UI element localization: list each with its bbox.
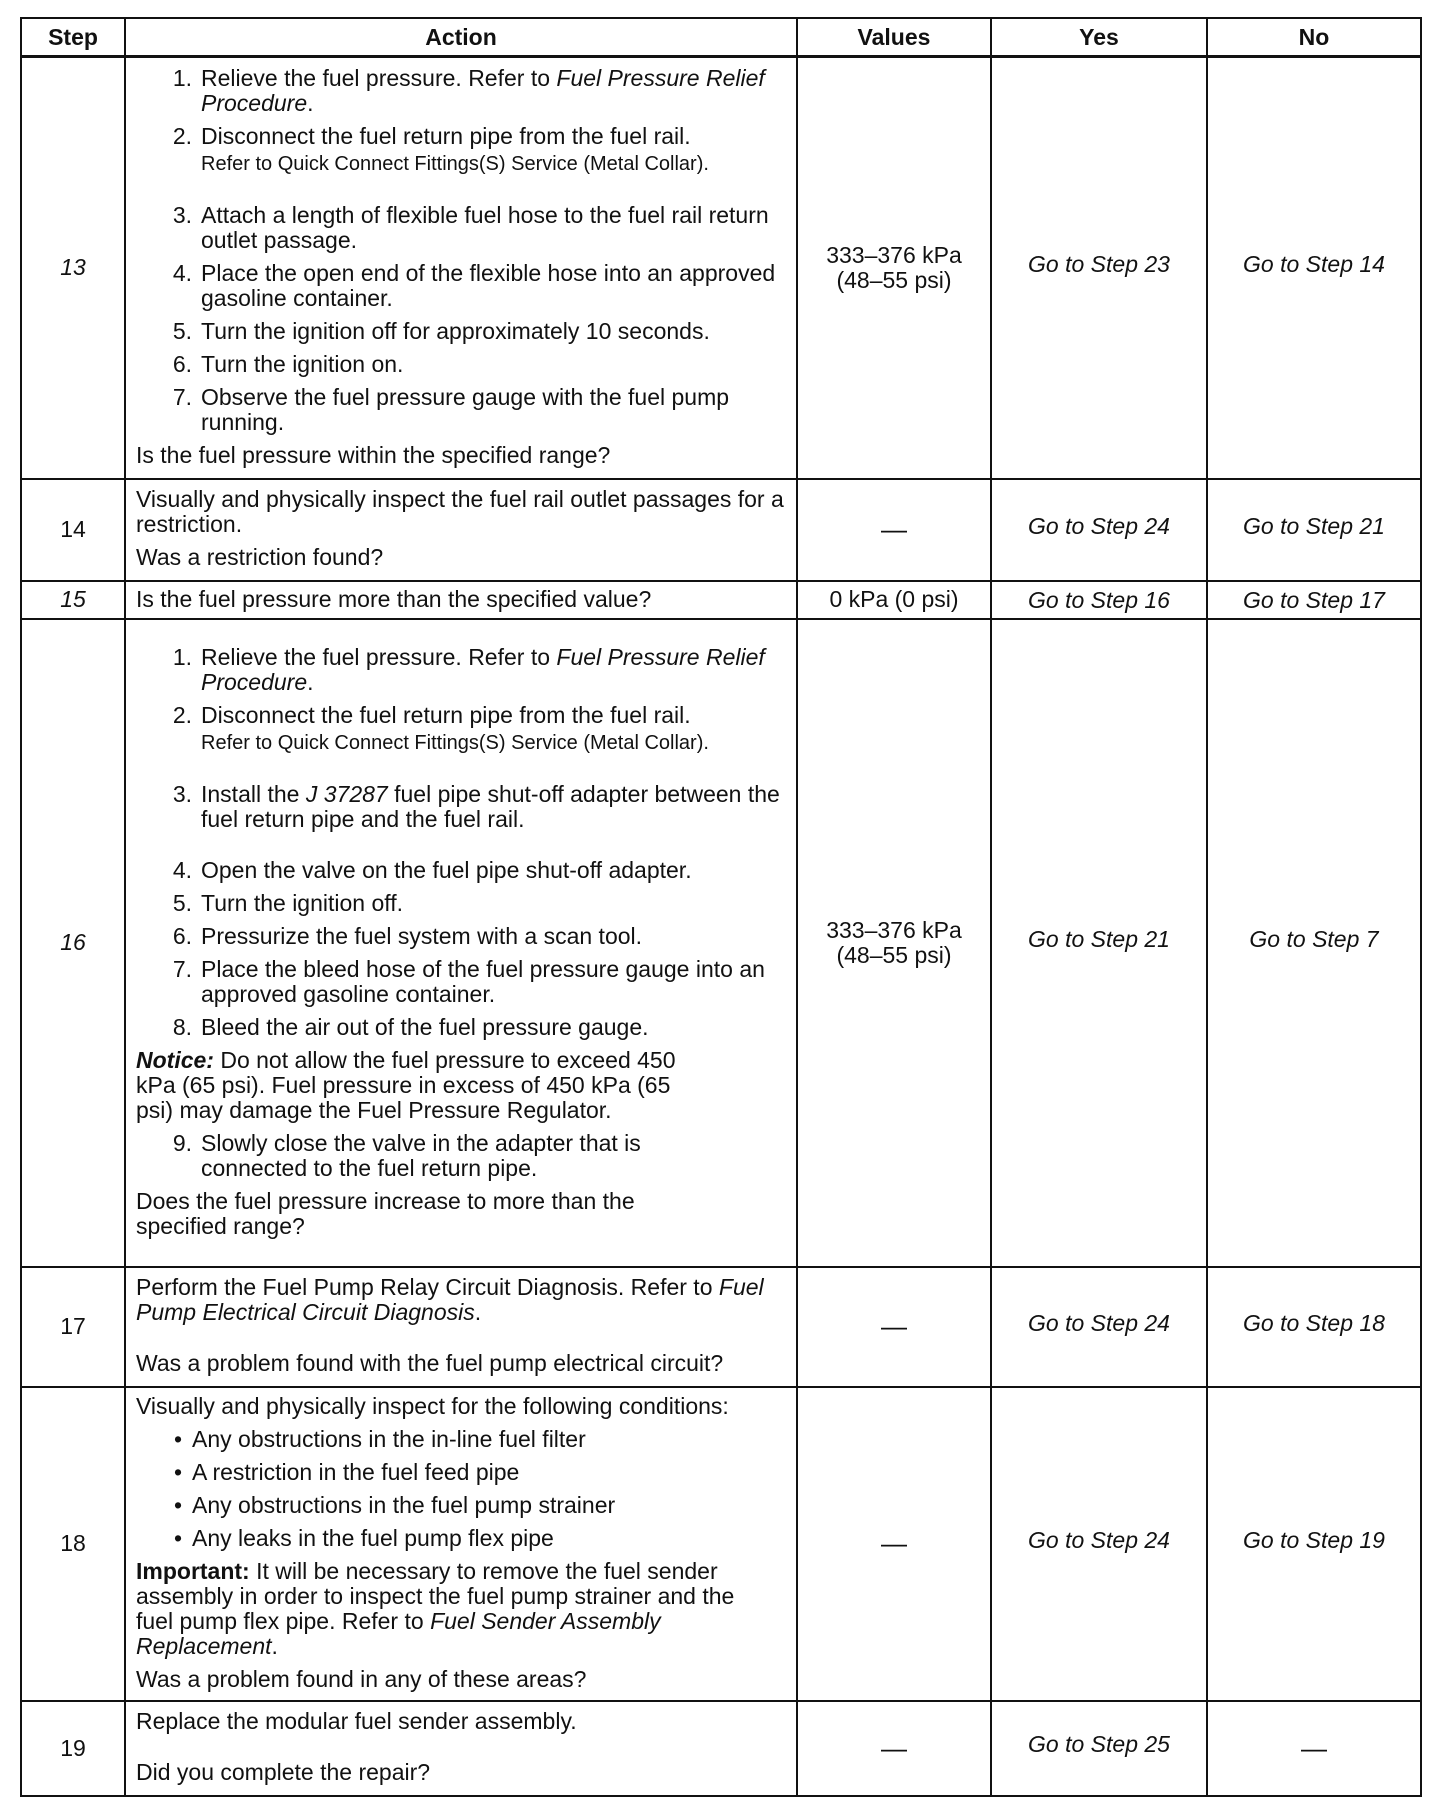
list-item: 1. Relieve the fuel pressure. Refer to Fuel Pressure Relief Procedure.: [172, 643, 765, 695]
notice-block: Notice: Do not allow the fuel pressure to exceed 450 kPa (65 psi). Fuel pressure in excess of 450 kPa (65 psi) may damage the Fuel Pressure Regulator.: [136, 1046, 676, 1123]
yes-cell: Go to Step 24: [991, 1267, 1207, 1387]
action-cell: Visually and physically inspect for the following conditions: • Any obstructions in the in-line fuel filter • A restriction in the fuel feed pipe • Any obstructions in the fuel pump strainer • Any leaks in the fuel pump flex pipe Important: It will be necessary to remove the fuel sender assembly in order to inspect the fuel pump strainer and the fuel pump flex pipe. Refer to Fuel Sender Assembly Replacement. Was a problem found in any of these areas?: [125, 1387, 797, 1701]
list-item: • Any obstructions in the fuel pump strainer: [173, 1491, 616, 1518]
list-item: • A restriction in the fuel feed pipe: [173, 1458, 520, 1485]
procedure-reference: Fuel Pump Electrical Circuit Diagnosis: [136, 1274, 764, 1325]
fitting-reference: Refer to Quick Connect Fittings(S) Service (Metal Collar).: [201, 152, 709, 175]
question-text: Was a restriction found?: [136, 544, 384, 570]
header-values: Values: [797, 18, 991, 57]
tool-reference: J 37287: [305, 780, 388, 807]
action-cell: Replace the modular fuel sender assembly. Did you complete the repair?: [125, 1701, 797, 1796]
yes-cell: Go to Step 24: [991, 479, 1207, 581]
step-number: 19: [21, 1701, 125, 1796]
table-row-step-17: [21, 1267, 1421, 1387]
list-item: 8. Bleed the air out of the fuel pressure gauge.: [172, 1013, 649, 1040]
action-cell: [125, 619, 797, 1267]
list-item: 2. Disconnect the fuel return pipe from the fuel rail. Refer to Quick Connect Fittings(S) Service (Metal Collar).: [136, 703, 786, 756]
diagnostic-table: [20, 17, 1422, 1797]
yes-cell: Go to Step 23: [991, 57, 1207, 479]
header-action: Action: [125, 18, 797, 57]
question-text: Is the fuel pressure within the specified range?: [136, 441, 611, 468]
no-cell: Go to Step 17: [1207, 581, 1421, 619]
values-cell: 333–376 kPa (48–55 psi): [797, 57, 991, 479]
list-item: 4. Place the open end of the flexible hose into an approved gasoline container.: [172, 259, 776, 311]
table-row-step-19: [21, 1701, 1421, 1796]
header-yes: Yes: [991, 18, 1207, 57]
list-item: 6. Pressurize the fuel system with a scan tool.: [172, 922, 643, 949]
important-block: Important: It will be necessary to remove the fuel sender assembly in order to inspect the fuel pump strainer and the fuel pump flex pipe. Refer to Fuel Sender Assembly Replacement.: [136, 1557, 735, 1659]
step-number: 15: [21, 581, 125, 619]
values-cell: —: [797, 1701, 991, 1796]
step-number: 14: [21, 479, 125, 581]
list-item: 9. Slowly close the valve in the adapter that is connected to the fuel return pipe.: [172, 1129, 641, 1181]
action-cell: Visually and physically inspect the fuel rail outlet passages for a restriction. Was a restriction found?: [125, 479, 797, 581]
no-cell: Go to Step 7: [1207, 619, 1421, 1267]
list-item: 3. Install the J 37287 fuel pipe shut-off adapter between the fuel return pipe and the fuel rail.: [172, 780, 780, 832]
step-number: 13: [21, 57, 125, 479]
yes-cell: Go to Step 25: [991, 1701, 1207, 1796]
procedure-reference: Fuel Pressure Relief Procedure: [201, 643, 765, 695]
list-item: • Any obstructions in the in-line fuel filter: [173, 1425, 586, 1452]
question-text: Was a problem found in any of these areas?: [136, 1665, 587, 1692]
step-number: 17: [21, 1267, 125, 1387]
values-cell: —: [797, 479, 991, 581]
no-cell: Go to Step 14: [1207, 57, 1421, 479]
procedure-reference: Fuel Pressure Relief Procedure: [201, 64, 765, 116]
table-row-step-13: [21, 57, 1421, 479]
list-item: 4. Open the valve on the fuel pipe shut-off adapter.: [172, 856, 692, 883]
action-cell: [125, 57, 797, 479]
list-item: 2. Disconnect the fuel return pipe from the fuel rail. Refer to Quick Connect Fittings(S) Service (Metal Collar).: [136, 124, 786, 177]
question-text: Did you complete the repair?: [136, 1759, 431, 1785]
question-text: Was a problem found with the fuel pump electrical circuit?: [136, 1350, 724, 1376]
notice-label: Notice:: [136, 1046, 214, 1073]
procedure-list: [136, 645, 786, 1040]
no-cell: Go to Step 19: [1207, 1387, 1421, 1701]
yes-cell: Go to Step 16: [991, 581, 1207, 619]
yes-cell: Go to Step 24: [991, 1387, 1207, 1701]
values-cell: 333–376 kPa (48–55 psi): [797, 619, 991, 1267]
list-item: • Any leaks in the fuel pump flex pipe: [173, 1524, 554, 1551]
table-row-step-15: [21, 581, 1421, 619]
question-text: Is the fuel pressure more than the specified value?: [125, 581, 797, 619]
values-cell: —: [797, 1387, 991, 1701]
step-number: 16: [21, 619, 125, 1267]
important-label: Important:: [136, 1557, 250, 1584]
table-row-step-18: [21, 1387, 1421, 1701]
fitting-reference: Refer to Quick Connect Fittings(S) Service (Metal Collar).: [201, 731, 709, 754]
condition-list: [136, 1427, 786, 1551]
list-item: 6. Turn the ignition on.: [172, 350, 404, 377]
table-row-step-16: [21, 619, 1421, 1267]
action-cell: Perform the Fuel Pump Relay Circuit Diagnosis. Refer to Fuel Pump Electrical Circuit Diagnosis. Was a problem found with the fuel pump electrical circuit?: [125, 1267, 797, 1387]
values-cell: —: [797, 1267, 991, 1387]
list-item: 3. Attach a length of flexible fuel hose to the fuel rail return outlet passage.: [172, 201, 769, 253]
header-step: Step: [21, 18, 125, 57]
list-item: 7. Place the bleed hose of the fuel pressure gauge into an approved gasoline container.: [172, 955, 765, 1007]
header-row: [21, 18, 1421, 57]
list-item: 1. Relieve the fuel pressure. Refer to Fuel Pressure Relief Procedure.: [172, 64, 765, 116]
no-cell: —: [1207, 1701, 1421, 1796]
yes-cell: Go to Step 21: [991, 619, 1207, 1267]
no-cell: Go to Step 18: [1207, 1267, 1421, 1387]
list-item: 5. Turn the ignition off for approximately 10 seconds.: [172, 317, 710, 344]
procedure-list-continued: [136, 1131, 786, 1181]
list-item: 5. Turn the ignition off.: [172, 889, 404, 916]
question-text: Does the fuel pressure increase to more than the specified range?: [136, 1187, 635, 1239]
procedure-reference: Fuel Sender Assembly Replacement: [136, 1607, 661, 1659]
no-cell: Go to Step 21: [1207, 479, 1421, 581]
list-item: 7. Observe the fuel pressure gauge with the fuel pump running.: [172, 383, 730, 435]
header-no: No: [1207, 18, 1421, 57]
step-number: 18: [21, 1387, 125, 1701]
values-cell: 0 kPa (0 psi): [797, 581, 991, 619]
table-row-step-14: [21, 479, 1421, 581]
procedure-list: [136, 66, 786, 435]
